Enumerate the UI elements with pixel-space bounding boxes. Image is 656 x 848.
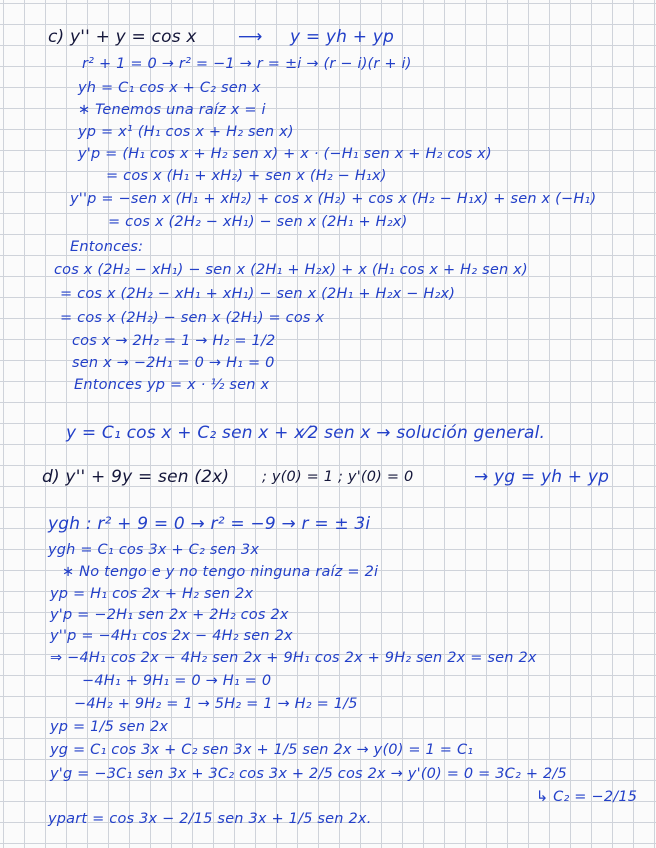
exercise-d-line-10: ⇒ −4H₁ cos 2x − 4H₂ sen 2x + 9H₁ cos 2x + 9H₂ sen 2x = sen 2x [50,650,537,666]
exercise-d-line-9: y''p = −4H₁ cos 2x − 4H₂ sen 2x [50,628,293,644]
exercise-d-line-6: ∗ No tengo e y no tengo ninguna raíz = 2i [62,564,379,580]
exercise-c-line-6: ∗ Tenemos una raíz x = i [78,102,266,118]
exercise-c-line-12: Entonces: [70,239,144,255]
exercise-d-line-16: ↳ C₂ = −2/15 [536,789,638,805]
exercise-d-line-14: yg = C₁ cos 3x + C₂ sen 3x + 1/5 sen 2x → y(0) = 1 = C₁ [50,742,474,758]
exercise-c-line-7: yp = x¹ (H₁ cos x + H₂ sen x) [78,124,294,140]
exercise-d-line-11: −4H₁ + 9H₁ = 0 → H₁ = 0 [82,673,272,689]
exercise-c-line-16: cos x → 2H₂ = 1 → H₂ = 1/2 [72,333,276,349]
exercise-d-line-12: −4H₂ + 9H₂ = 1 → 5H₂ = 1 → H₂ = 1/5 [74,696,358,712]
exercise-d-line-1: d) y'' + 9y = sen (2x) [42,467,230,487]
exercise-d-line-7: yp = H₁ cos 2x + H₂ sen 2x [50,586,254,602]
exercise-d-line-2: ; y(0) = 1 ; y'(0) = 0 [262,469,414,485]
exercise-c-line-10: y''p = −sen x (H₁ + xH₂) + cos x (H₂) + cos x (H₂ − H₁x) + sen x (−H₁) [70,191,597,207]
exercise-d-line-3: → yg = yh + yp [474,467,610,487]
exercise-d-line-17: ypart = cos 3x − 2/15 sen 3x + 1/5 sen 2x. [48,811,372,827]
exercise-d-line-8: y'p = −2H₁ sen 2x + 2H₂ cos 2x [50,607,289,623]
exercise-c-line-14: = cos x (2H₂ − xH₁ + xH₁) − sen x (2H₁ + H₂x − H₂x) [60,286,456,302]
exercise-d-line-5: ygh = C₁ cos 3x + C₂ sen 3x [48,542,260,558]
exercise-c-line-1: c) y'' + y = cos x [48,27,197,47]
exercise-c-line-9: = cos x (H₁ + xH₂) + sen x (H₂ − H₁x) [106,168,387,184]
exercise-c-line-18: Entonces yp = x · ½ sen x [74,377,270,393]
exercise-c-line-17: sen x → −2H₁ = 0 → H₁ = 0 [72,355,275,371]
exercise-d-line-13: yp = 1/5 sen 2x [50,719,169,735]
exercise-c-line-8: y'p = (H₁ cos x + H₂ sen x) + x · (−H₁ sen x + H₂ cos x) [78,146,492,162]
exercise-c-line-4: r² + 1 = 0 → r² = −1 → r = ±i → (r − i)(r + i) [82,56,412,72]
exercise-c-line-19: y = C₁ cos x + C₂ sen x + x⁄2 sen x → solución general. [66,423,546,443]
exercise-c-line-13: cos x (2H₂ − xH₁) − sen x (2H₁ + H₂x) + x (H₁ cos x + H₂ sen x) [54,262,528,278]
exercise-c-line-15: = cos x (2H₂) − sen x (2H₁) = cos x [60,310,325,326]
exercise-c-line-5: yh = C₁ cos x + C₂ sen x [78,80,261,96]
exercise-c-line-3: y = yh + yp [290,27,395,47]
exercise-d-line-4: ygh : r² + 9 = 0 → r² = −9 → r = ± 3i [48,514,371,534]
exercise-c-line-11: = cos x (2H₂ − xH₁) − sen x (2H₁ + H₂x) [108,214,408,230]
exercise-d-line-15: y'g = −3C₁ sen 3x + 3C₂ cos 3x + 2/5 cos 2x → y'(0) = 0 = 3C₂ + 2/5 [50,766,567,782]
exercise-c-line-2: ⟶ [238,27,263,47]
